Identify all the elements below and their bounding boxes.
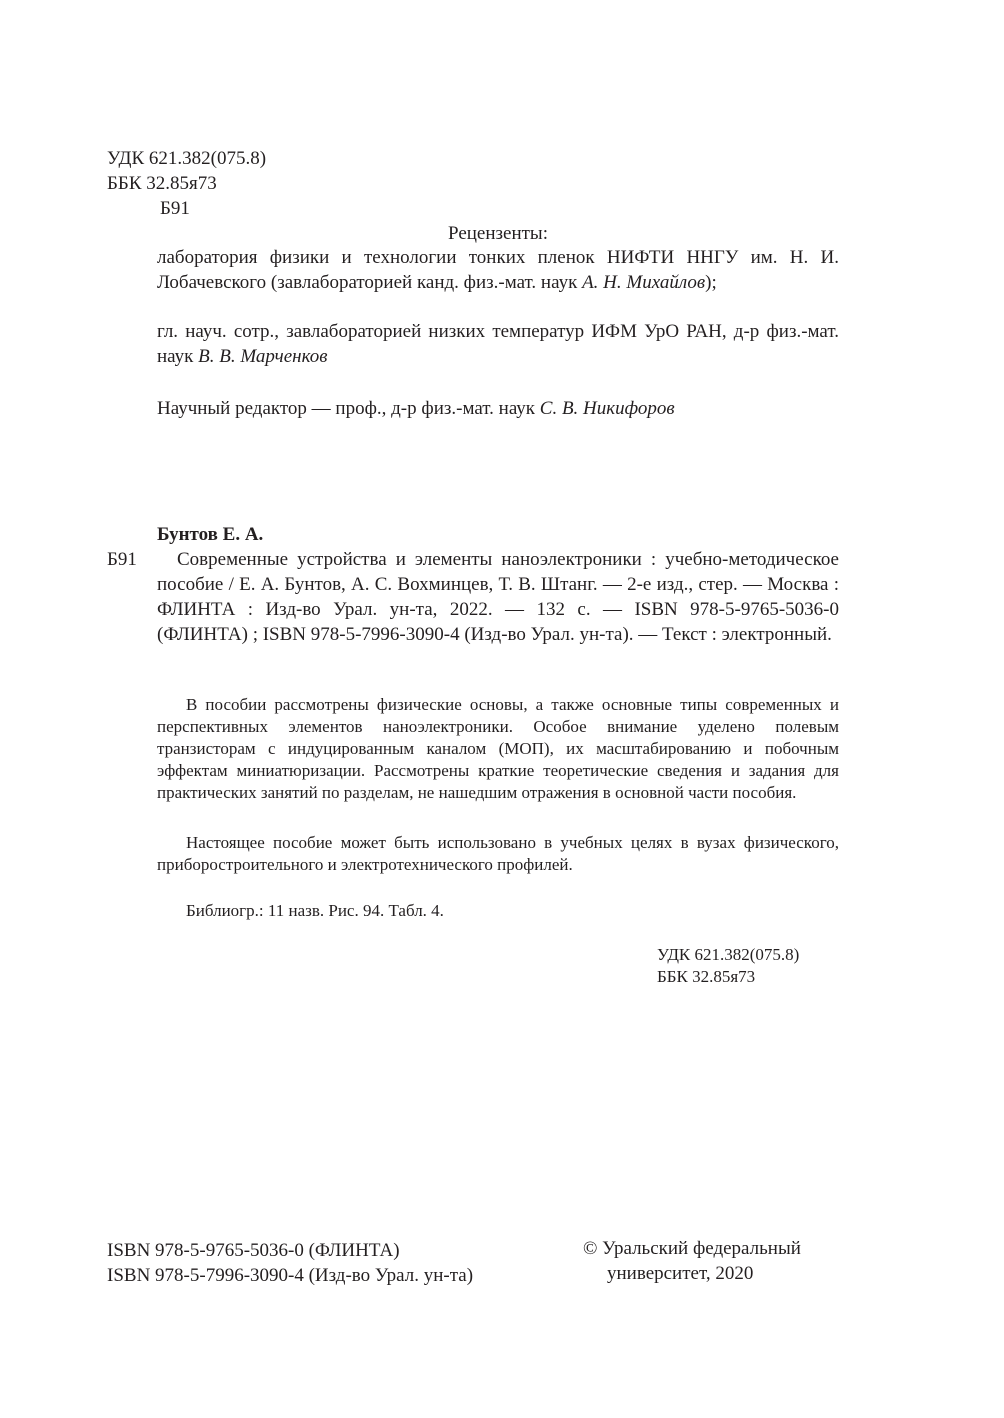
editor-name: С. В. Никифоров bbox=[539, 398, 675, 419]
annotation-paragraph-1: В пособии рассмотрены физические основы, а также основные типы современных и перспективных элементов наноэлектроники. Особое внимание уделено полевым транзисторам с индуцированным каналом (МОП), их масштабированию и побочным эффектам миниатюризации. Рассмотрены краткие теоретические сведения и задания для практических занятий по разделам, не нашедшим отражения в основной части пособия. bbox=[157, 695, 839, 802]
copyright-line-1: © Уральский федеральный bbox=[583, 1238, 801, 1259]
isbn-urfu: ISBN 978-5-7996-3090-4 (Изд-во Урал. ун-та) bbox=[107, 1265, 474, 1286]
author-mark: Б91 bbox=[160, 198, 190, 219]
record-author-heading: Бунтов Е. А. bbox=[157, 524, 264, 545]
reviewers-heading: Рецензенты: bbox=[448, 223, 548, 244]
reviewer-second: гл. науч. сотр., завлабораторией низких температур ИФМ УрО РАН, д-р физ.-мат. наук В. В. Марченков bbox=[157, 321, 839, 367]
reviewer-first-name: А. Н. Михайлов bbox=[582, 272, 706, 293]
copyright-line-2: университет, 2020 bbox=[607, 1263, 754, 1284]
bbk-code: ББК 32.85я73 bbox=[107, 173, 217, 194]
isbn-flinta: ISBN 978-5-9765-5036-0 (ФЛИНТА) bbox=[107, 1240, 400, 1261]
reviewer-second-name: В. В. Марченков bbox=[198, 346, 328, 367]
udk-code-bottom: УДК 621.382(075.8) bbox=[657, 945, 800, 964]
bibliography-note: Библиогр.: 11 назв. Рис. 94. Табл. 4. bbox=[186, 901, 444, 920]
record-description: Современные устройства и элементы наноэлектроники : учебно-методическое пособие / Е. А. Бунтов, А. С. Вохминцев, Т. В. Штанг. — 2-е изд., стер. — Москва : ФЛИНТА : Изд-во Урал. ун-та, 2022. — 132 с. — ISBN 978-5-9765-5036-0 (ФЛИНТА) ; ISBN 978-5-7996-3090-4 (Изд-во Урал. ун-та). — Текст : электронный. bbox=[157, 549, 839, 645]
bbk-code-bottom: ББК 32.85я73 bbox=[657, 967, 756, 986]
scientific-editor: Научный редактор — проф., д-р физ.-мат. наук С. В. Никифоров bbox=[157, 398, 675, 419]
reviewer-first: лаборатория физики и технологии тонких пленок НИФТИ ННГУ им. Н. И. Лобачевского (завлабораторией канд. физ.-мат. наук А. Н. Михайлов); bbox=[157, 247, 839, 293]
record-mark: Б91 bbox=[107, 549, 137, 570]
udk-code: УДК 621.382(075.8) bbox=[107, 148, 267, 169]
annotation-paragraph-2: Настоящее пособие может быть использовано в учебных целях в вузах физического, приборостроительного и электротехнического профилей. bbox=[157, 833, 839, 874]
